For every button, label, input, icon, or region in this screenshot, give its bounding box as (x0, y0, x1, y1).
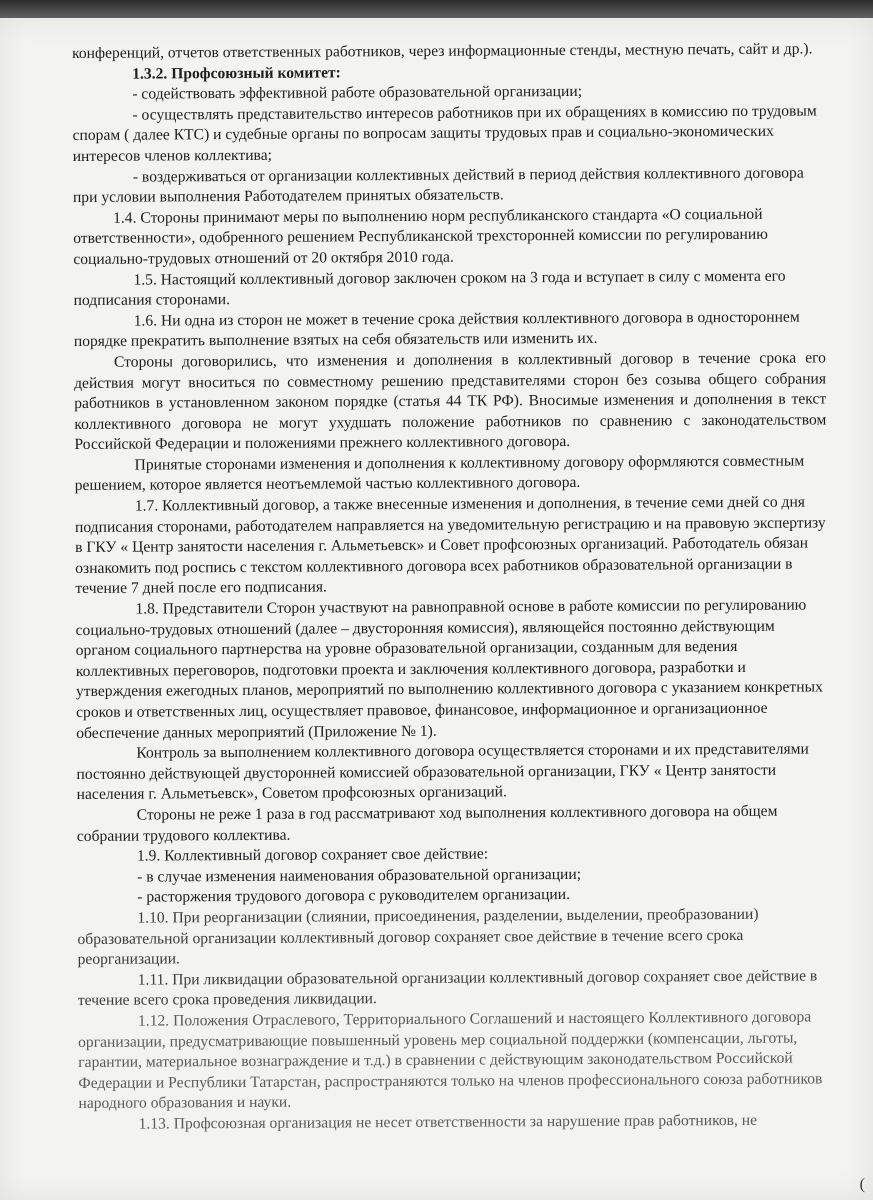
paragraph: 1.10. При реорганизации (слиянии, присоединения, разделении, выделении, преобразовании) образовательной организации коллективный договор сохраняет свое действие в течение всего срока реорганизации. (77, 905, 759, 969)
paragraph: Контроль за выполнением коллективного договора осуществляется сторонами и их представителями постоянно действующей двусторонней комиссией образовательной организации, ГКУ « Центр занятости населения г. Альметьевск», Советом профсоюзных организаций. (76, 740, 809, 804)
section-heading: 1.3.2. Профсоюзный комитет: (132, 63, 341, 83)
paragraph: 1.11. При ликвидации образовательной организации коллективный договор сохраняет свое действие в течение всего срока проведения ликвидации. (77, 967, 818, 1010)
paragraph: Принятые сторонами изменения и дополнения к коллективному договору оформляются совместным решением, которое является неотъемлемой частью коллективного договора. (74, 452, 805, 495)
paragraph: 1.8. Представители Сторон участвуют на равноправной основе в работе комиссии по регулированию социально-трудовых отношений (далее – двусторонняя комиссия), являющейся постоянно действующим органом социального партнерства на уровне образовательной организации, созданным для ведения коллективных переговоров, подготовки проекта и заключения коллективного договора, разработки и утверждения ежегодных планов, мероприятий по выполнению коллективного договора с указанием конкретных сроков и ответственных лиц, осуществляет правовое, финансовое, информационное и организационное обеспечение данных мероприятий (Приложение № 1). (75, 596, 823, 742)
paragraph: конференций, отчетов ответственных работников, через информационные стенды, местную печать, сайт и др.). (72, 40, 813, 62)
paragraph: 1.7. Коллективный договор, а также внесенные изменения и дополнения, в течение семи дней со дня подписания сторонами, работодателем направляется на уведомительную регистрацию и на правовую экспертизу в ГКУ « Центр занятости населения г. Альметьевск» и Совет профсоюзных организаций. Работодатель обязан ознакомить под роспись с текстом коллективного договора всех работников образовательной организации в течение 7 дней после его подписания. (74, 493, 826, 598)
paragraph: 1.4. Стороны принимают меры по выполнению норм республиканского стандарта «О социальной ответственности», одобренного решением Республиканской трехсторонней комиссии по регулированию социально-трудовых отношений от 20 октября 2010 года. (73, 205, 768, 268)
document-page (0, 18, 873, 1200)
paragraph: - воздерживаться от организации коллективных действий в период действия коллективного договора при условии выполнения Работодателем принятых обязательств. (72, 164, 804, 207)
paragraph: - осуществлять представительство интересов работников при их обращениях в комиссию по трудовым спорам ( далее КТС) и судебные органы по вопросам защиты трудовых прав и социально-экономических интересов членов коллектива; (72, 102, 817, 165)
paragraph: Стороны не реже 1 раза в год рассматривают ход выполнения коллективного договора на общем собрании трудового коллектива. (76, 802, 778, 845)
paragraph: 1.6. Ни одна из сторон не может в течение срока действия коллективного договора в одностороннем порядке прекратить выполнение взятых на себя обязательств или изменить их. (73, 308, 800, 351)
paragraph: 1.9. Коллективный договор сохраняет свое действие: (136, 845, 489, 865)
corner-mark: ( (859, 1176, 865, 1193)
paragraph: - содействовать эффективной работе образовательной организации; (132, 83, 583, 103)
document-text (72, 39, 831, 1135)
paragraph: 1.13. Профсоюзная организация не несет ответственности за нарушение прав работников, не (138, 1111, 758, 1133)
paragraph: 1.12. Положения Отраслевого, Территориального Соглашений и настоящего Коллективного договора организации, предусматривающие повышенный уровень мер социальной поддержки (компенсации, льготы, гарантии, материальное вознаграждение и т.д.) в сравнении с действующим законодательством Российской Федерации и Республики Татарстан, распространяются только на членов профессионального союза работников народного образования и науки. (78, 1008, 823, 1113)
paragraph: - в случае изменения наименования образовательной организации; (137, 865, 582, 886)
paragraph: - расторжения трудового договора с руководителем организации. (137, 886, 571, 906)
paragraph: Стороны договорились, что изменения и дополнения в коллективный договор в течение срока его действия могут вноситься по совместному решению представителями сторон без созыва общего собрания работников в установленном законом порядке (статья 44 ТК РФ). Вносимые изменения и дополнения в текст коллективного договора не могут ухудшать положение работников по сравнению с законодательством Российской Федерации и положениями прежнего коллективного договора. (74, 349, 827, 454)
paragraph: 1.5. Настоящий коллективный договор заключен сроком на 3 года и вступает в силу с момента его подписания сторонами. (73, 267, 786, 310)
